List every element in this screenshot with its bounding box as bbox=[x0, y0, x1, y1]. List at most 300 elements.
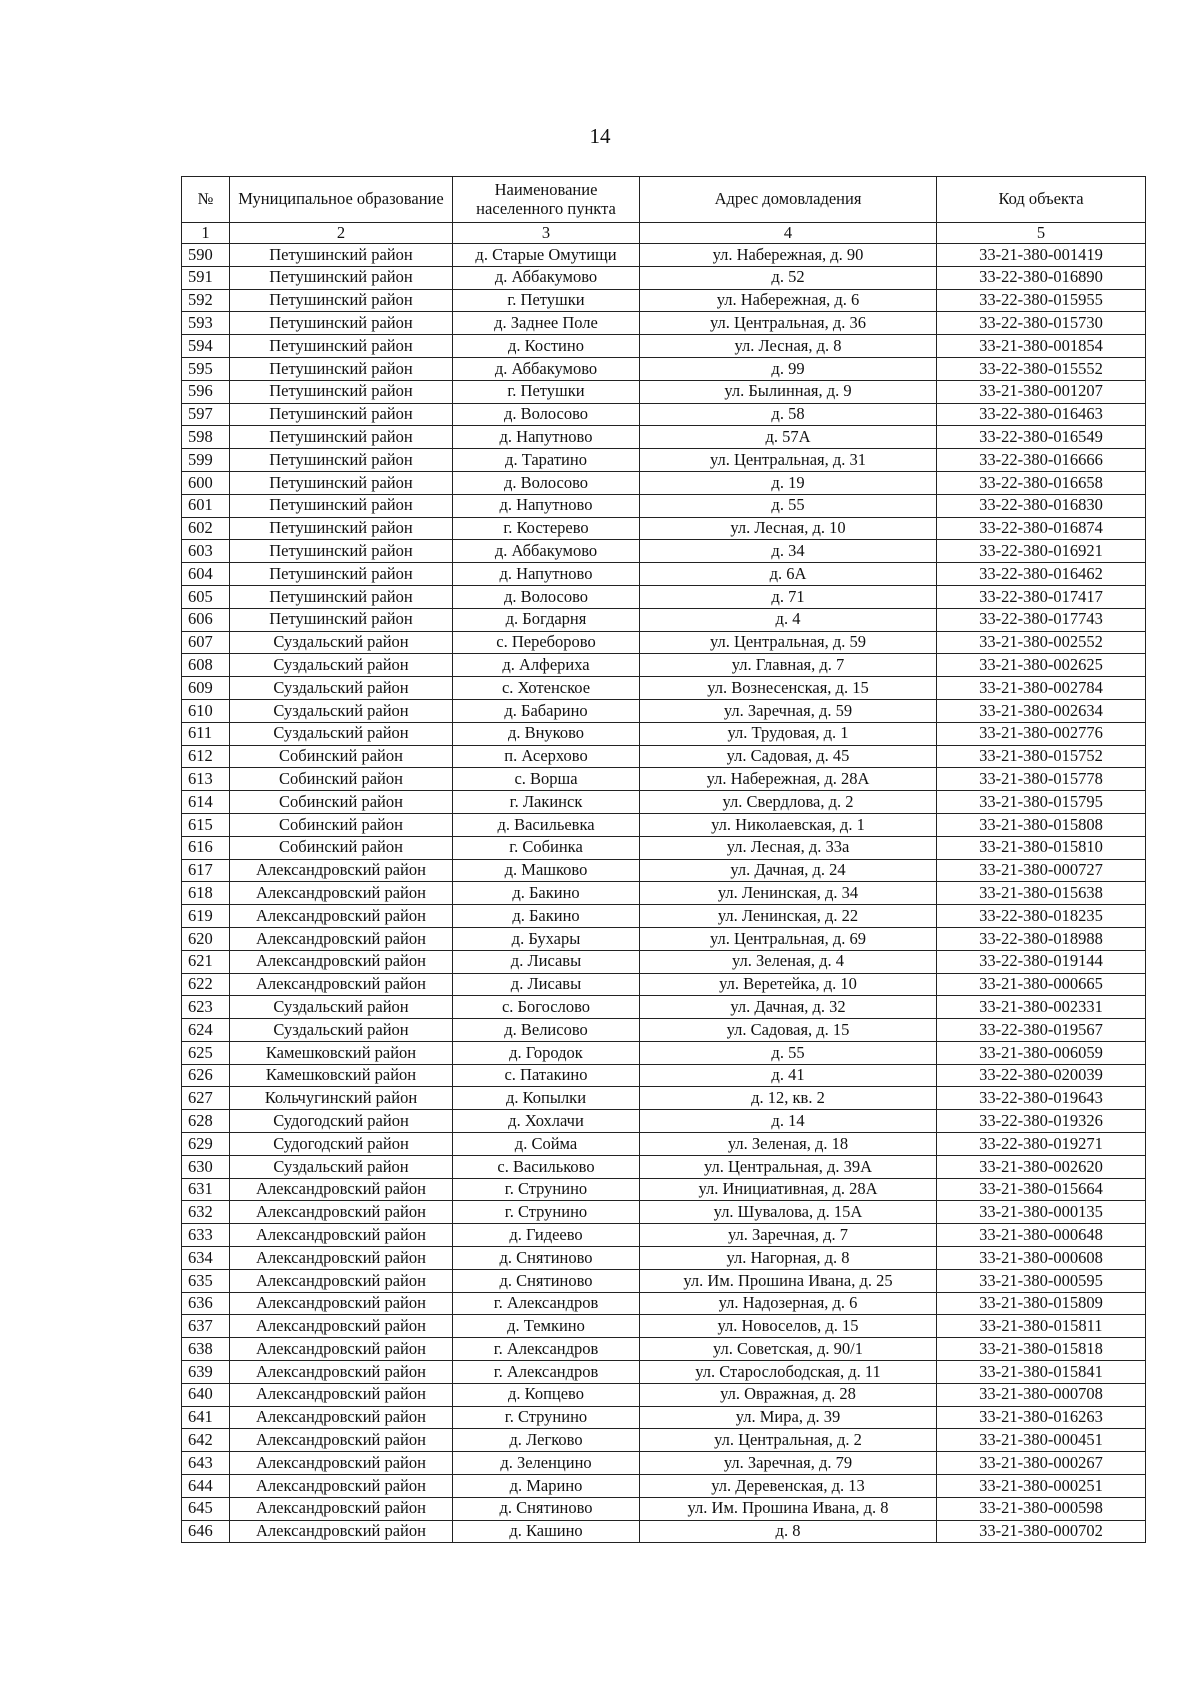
municipality-cell: Петушинский район bbox=[230, 449, 453, 472]
address-cell: ул. Лесная, д. 8 bbox=[640, 335, 937, 358]
table-row bbox=[182, 1429, 1146, 1452]
address-cell: ул. Центральная, д. 59 bbox=[640, 631, 937, 654]
row-number: 631 bbox=[182, 1178, 230, 1201]
settlement-cell: д. Заднее Поле bbox=[453, 312, 640, 335]
table-row bbox=[182, 882, 1146, 905]
table-row bbox=[182, 631, 1146, 654]
row-number: 643 bbox=[182, 1452, 230, 1475]
municipality-cell: Суздальский район bbox=[230, 1155, 453, 1178]
object-code-cell: 33-22-380-016462 bbox=[937, 563, 1146, 586]
object-code-cell: 33-22-380-016921 bbox=[937, 540, 1146, 563]
table-row bbox=[182, 722, 1146, 745]
object-code-cell: 33-22-380-018235 bbox=[937, 905, 1146, 928]
municipality-cell: Петушинский район bbox=[230, 471, 453, 494]
settlement-cell: д. Снятиново bbox=[453, 1269, 640, 1292]
column-number-3: 3 bbox=[453, 223, 640, 244]
address-cell: д. 34 bbox=[640, 540, 937, 563]
table-row bbox=[182, 494, 1146, 517]
row-number: 597 bbox=[182, 403, 230, 426]
address-cell: ул. Им. Прошина Ивана, д. 25 bbox=[640, 1269, 937, 1292]
row-number: 646 bbox=[182, 1520, 230, 1543]
row-number: 610 bbox=[182, 699, 230, 722]
object-code-cell: 33-21-380-000648 bbox=[937, 1224, 1146, 1247]
municipality-cell: Петушинский район bbox=[230, 289, 453, 312]
object-code-cell: 33-21-380-002625 bbox=[937, 654, 1146, 677]
row-number: 605 bbox=[182, 585, 230, 608]
address-cell: ул. Набережная, д. 90 bbox=[640, 244, 937, 267]
address-cell: ул. Мира, д. 39 bbox=[640, 1406, 937, 1429]
settlement-cell: д. Лисавы bbox=[453, 973, 640, 996]
object-code-cell: 33-22-380-019567 bbox=[937, 1019, 1146, 1042]
address-cell: д. 57А bbox=[640, 426, 937, 449]
municipality-cell: Александровский район bbox=[230, 1269, 453, 1292]
table-row bbox=[182, 1338, 1146, 1361]
municipality-cell: Александровский район bbox=[230, 1247, 453, 1270]
table-row bbox=[182, 768, 1146, 791]
municipality-cell: Петушинский район bbox=[230, 403, 453, 426]
settlement-cell: д. Снятиново bbox=[453, 1497, 640, 1520]
municipality-cell: Петушинский район bbox=[230, 517, 453, 540]
table-row bbox=[182, 335, 1146, 358]
object-code-cell: 33-21-380-001207 bbox=[937, 380, 1146, 403]
table-row bbox=[182, 517, 1146, 540]
settlement-cell: д. Напутново bbox=[453, 563, 640, 586]
settlement-cell: с. Переборово bbox=[453, 631, 640, 654]
municipality-cell: Александровский район bbox=[230, 950, 453, 973]
header-municipality: Муниципальное образование bbox=[230, 177, 453, 223]
table-row bbox=[182, 1292, 1146, 1315]
object-code-cell: 33-22-380-016874 bbox=[937, 517, 1146, 540]
address-cell: д. 12, кв. 2 bbox=[640, 1087, 937, 1110]
table-row bbox=[182, 403, 1146, 426]
settlement-cell: д. Волосово bbox=[453, 471, 640, 494]
object-code-cell: 33-22-380-019643 bbox=[937, 1087, 1146, 1110]
address-cell: ул. Советская, д. 90/1 bbox=[640, 1338, 937, 1361]
address-cell: ул. Зеленая, д. 4 bbox=[640, 950, 937, 973]
object-code-cell: 33-21-380-002784 bbox=[937, 677, 1146, 700]
address-cell: ул. Центральная, д. 36 bbox=[640, 312, 937, 335]
table-row bbox=[182, 540, 1146, 563]
header-row bbox=[182, 177, 1146, 223]
address-cell: ул. Надозерная, д. 6 bbox=[640, 1292, 937, 1315]
settlement-cell: д. Таратино bbox=[453, 449, 640, 472]
settlement-cell: г. Лакинск bbox=[453, 791, 640, 814]
address-cell: ул. Ленинская, д. 22 bbox=[640, 905, 937, 928]
row-number: 635 bbox=[182, 1269, 230, 1292]
table-row bbox=[182, 791, 1146, 814]
address-cell: ул. Центральная, д. 39А bbox=[640, 1155, 937, 1178]
column-number-1: 1 bbox=[182, 223, 230, 244]
address-cell: д. 4 bbox=[640, 608, 937, 631]
municipality-cell: Петушинский район bbox=[230, 540, 453, 563]
table-row bbox=[182, 1475, 1146, 1498]
address-cell: д. 99 bbox=[640, 357, 937, 380]
object-code-cell: 33-21-380-001419 bbox=[937, 244, 1146, 267]
settlement-cell: п. Асерхово bbox=[453, 745, 640, 768]
address-cell: ул. Былинная, д. 9 bbox=[640, 380, 937, 403]
municipality-cell: Александровский район bbox=[230, 1429, 453, 1452]
row-number: 634 bbox=[182, 1247, 230, 1270]
table-row bbox=[182, 471, 1146, 494]
municipality-cell: Петушинский район bbox=[230, 563, 453, 586]
object-code-cell: 33-21-380-015808 bbox=[937, 813, 1146, 836]
settlement-cell: д. Бакино bbox=[453, 882, 640, 905]
municipality-cell: Судогодский район bbox=[230, 1133, 453, 1156]
settlement-cell: д. Городок bbox=[453, 1041, 640, 1064]
object-code-cell: 33-22-380-017417 bbox=[937, 585, 1146, 608]
municipality-cell: Собинский район bbox=[230, 791, 453, 814]
table-row bbox=[182, 1406, 1146, 1429]
table-row bbox=[182, 996, 1146, 1019]
table-row bbox=[182, 244, 1146, 267]
row-number: 615 bbox=[182, 813, 230, 836]
table-row bbox=[182, 905, 1146, 928]
object-code-cell: 33-21-380-000135 bbox=[937, 1201, 1146, 1224]
object-code-cell: 33-21-380-000708 bbox=[937, 1383, 1146, 1406]
settlement-cell: д. Костино bbox=[453, 335, 640, 358]
settlement-cell: г. Александров bbox=[453, 1338, 640, 1361]
table-row bbox=[182, 859, 1146, 882]
address-cell: ул. Трудовая, д. 1 bbox=[640, 722, 937, 745]
object-code-cell: 33-21-380-002552 bbox=[937, 631, 1146, 654]
address-cell: ул. Центральная, д. 2 bbox=[640, 1429, 937, 1452]
row-number: 637 bbox=[182, 1315, 230, 1338]
row-number: 611 bbox=[182, 722, 230, 745]
address-cell: д. 71 bbox=[640, 585, 937, 608]
table-row bbox=[182, 1247, 1146, 1270]
settlement-cell: д. Старые Омутищи bbox=[453, 244, 640, 267]
municipality-cell: Петушинский район bbox=[230, 585, 453, 608]
settlement-cell: д. Напутново bbox=[453, 426, 640, 449]
row-number: 633 bbox=[182, 1224, 230, 1247]
address-cell: д. 6А bbox=[640, 563, 937, 586]
object-code-cell: 33-21-380-015752 bbox=[937, 745, 1146, 768]
address-cell: ул. Заречная, д. 7 bbox=[640, 1224, 937, 1247]
row-number: 628 bbox=[182, 1110, 230, 1133]
table-row bbox=[182, 677, 1146, 700]
object-code-cell: 33-21-380-015810 bbox=[937, 836, 1146, 859]
settlement-cell: д. Бакино bbox=[453, 905, 640, 928]
settlement-cell: г. Александров bbox=[453, 1361, 640, 1384]
table-row bbox=[182, 1155, 1146, 1178]
header-settlement: Наименование населенного пункта bbox=[453, 177, 640, 223]
header-number: № bbox=[182, 177, 230, 223]
object-code-cell: 33-22-380-015955 bbox=[937, 289, 1146, 312]
header-column-numbers-row bbox=[182, 223, 1146, 244]
settlement-cell: д. Напутново bbox=[453, 494, 640, 517]
settlement-cell: д. Снятиново bbox=[453, 1247, 640, 1270]
municipality-cell: Александровский район bbox=[230, 1315, 453, 1338]
object-code-cell: 33-22-380-018988 bbox=[937, 927, 1146, 950]
row-number: 601 bbox=[182, 494, 230, 517]
table-row bbox=[182, 1361, 1146, 1384]
row-number: 642 bbox=[182, 1429, 230, 1452]
settlement-cell: д. Волосово bbox=[453, 403, 640, 426]
municipality-cell: Суздальский район bbox=[230, 1019, 453, 1042]
object-code-cell: 33-22-380-016463 bbox=[937, 403, 1146, 426]
header-object-code: Код объекта bbox=[937, 177, 1146, 223]
table-row bbox=[182, 608, 1146, 631]
table-row bbox=[182, 563, 1146, 586]
row-number: 644 bbox=[182, 1475, 230, 1498]
address-cell: ул. Заречная, д. 59 bbox=[640, 699, 937, 722]
municipality-cell: Суздальский район bbox=[230, 677, 453, 700]
address-cell: ул. Деревенская, д. 13 bbox=[640, 1475, 937, 1498]
municipality-cell: Александровский район bbox=[230, 882, 453, 905]
table-body bbox=[182, 244, 1146, 1543]
row-number: 609 bbox=[182, 677, 230, 700]
municipality-cell: Суздальский район bbox=[230, 699, 453, 722]
settlement-cell: д. Хохлачи bbox=[453, 1110, 640, 1133]
settlement-cell: д. Внуково bbox=[453, 722, 640, 745]
table-row bbox=[182, 312, 1146, 335]
address-cell: д. 19 bbox=[640, 471, 937, 494]
row-number: 595 bbox=[182, 357, 230, 380]
row-number: 622 bbox=[182, 973, 230, 996]
settlement-cell: д. Зеленцино bbox=[453, 1452, 640, 1475]
table-row bbox=[182, 813, 1146, 836]
municipality-cell: Александровский район bbox=[230, 1201, 453, 1224]
object-code-cell: 33-21-380-002331 bbox=[937, 996, 1146, 1019]
table-row bbox=[182, 1269, 1146, 1292]
municipality-cell: Александровский район bbox=[230, 973, 453, 996]
row-number: 624 bbox=[182, 1019, 230, 1042]
address-cell: ул. Инициативная, д. 28А bbox=[640, 1178, 937, 1201]
row-number: 638 bbox=[182, 1338, 230, 1361]
table-row bbox=[182, 1019, 1146, 1042]
table-row bbox=[182, 654, 1146, 677]
settlement-cell: д. Аббакумово bbox=[453, 266, 640, 289]
settlement-cell: д. Легково bbox=[453, 1429, 640, 1452]
address-cell: ул. Николаевская, д. 1 bbox=[640, 813, 937, 836]
object-code-cell: 33-21-380-000451 bbox=[937, 1429, 1146, 1452]
settlement-cell: д. Бухары bbox=[453, 927, 640, 950]
address-cell: ул. Набережная, д. 6 bbox=[640, 289, 937, 312]
object-code-cell: 33-21-380-000267 bbox=[937, 1452, 1146, 1475]
settlement-cell: г. Костерево bbox=[453, 517, 640, 540]
table-row bbox=[182, 357, 1146, 380]
table-row bbox=[182, 585, 1146, 608]
table-row bbox=[182, 1452, 1146, 1475]
object-code-cell: 33-21-380-001854 bbox=[937, 335, 1146, 358]
object-code-cell: 33-22-380-016549 bbox=[937, 426, 1146, 449]
row-number: 613 bbox=[182, 768, 230, 791]
settlement-cell: д. Темкино bbox=[453, 1315, 640, 1338]
settlement-cell: с. Патакино bbox=[453, 1064, 640, 1087]
settlement-cell: г. Струнино bbox=[453, 1406, 640, 1429]
table-row bbox=[182, 289, 1146, 312]
row-number: 639 bbox=[182, 1361, 230, 1384]
municipality-cell: Петушинский район bbox=[230, 608, 453, 631]
object-code-cell: 33-21-380-002620 bbox=[937, 1155, 1146, 1178]
property-registry-table bbox=[181, 176, 1146, 1543]
object-code-cell: 33-21-380-015818 bbox=[937, 1338, 1146, 1361]
object-code-cell: 33-21-380-015795 bbox=[937, 791, 1146, 814]
object-code-cell: 33-21-380-000595 bbox=[937, 1269, 1146, 1292]
address-cell: д. 58 bbox=[640, 403, 937, 426]
column-number-2: 2 bbox=[230, 223, 453, 244]
settlement-cell: г. Собинка bbox=[453, 836, 640, 859]
row-number: 630 bbox=[182, 1155, 230, 1178]
row-number: 593 bbox=[182, 312, 230, 335]
object-code-cell: 33-22-380-019144 bbox=[937, 950, 1146, 973]
object-code-cell: 33-21-380-015664 bbox=[937, 1178, 1146, 1201]
settlement-cell: с. Богослово bbox=[453, 996, 640, 1019]
address-cell: ул. Дачная, д. 32 bbox=[640, 996, 937, 1019]
table-row bbox=[182, 1133, 1146, 1156]
settlement-cell: д. Сойма bbox=[453, 1133, 640, 1156]
municipality-cell: Петушинский район bbox=[230, 335, 453, 358]
object-code-cell: 33-21-380-000727 bbox=[937, 859, 1146, 882]
row-number: 626 bbox=[182, 1064, 230, 1087]
object-code-cell: 33-21-380-006059 bbox=[937, 1041, 1146, 1064]
settlement-cell: д. Аббакумово bbox=[453, 357, 640, 380]
address-cell: д. 55 bbox=[640, 1041, 937, 1064]
row-number: 640 bbox=[182, 1383, 230, 1406]
municipality-cell: Александровский район bbox=[230, 859, 453, 882]
municipality-cell: Александровский район bbox=[230, 1178, 453, 1201]
row-number: 607 bbox=[182, 631, 230, 654]
address-cell: ул. Заречная, д. 79 bbox=[640, 1452, 937, 1475]
address-cell: ул. Зеленая, д. 18 bbox=[640, 1133, 937, 1156]
municipality-cell: Камешковский район bbox=[230, 1041, 453, 1064]
row-number: 621 bbox=[182, 950, 230, 973]
settlement-cell: д. Лисавы bbox=[453, 950, 640, 973]
object-code-cell: 33-21-380-015811 bbox=[937, 1315, 1146, 1338]
municipality-cell: Судогодский район bbox=[230, 1110, 453, 1133]
table-row bbox=[182, 426, 1146, 449]
address-cell: д. 14 bbox=[640, 1110, 937, 1133]
address-cell: ул. Набережная, д. 28А bbox=[640, 768, 937, 791]
municipality-cell: Собинский район bbox=[230, 768, 453, 791]
row-number: 629 bbox=[182, 1133, 230, 1156]
municipality-cell: Собинский район bbox=[230, 813, 453, 836]
settlement-cell: д. Копылки bbox=[453, 1087, 640, 1110]
municipality-cell: Петушинский район bbox=[230, 357, 453, 380]
column-number-4: 4 bbox=[640, 223, 937, 244]
municipality-cell: Александровский район bbox=[230, 1338, 453, 1361]
address-cell: ул. Лесная, д. 10 bbox=[640, 517, 937, 540]
table-row bbox=[182, 1087, 1146, 1110]
row-number: 614 bbox=[182, 791, 230, 814]
settlement-cell: д. Марино bbox=[453, 1475, 640, 1498]
row-number: 612 bbox=[182, 745, 230, 768]
municipality-cell: Петушинский район bbox=[230, 244, 453, 267]
municipality-cell: Петушинский район bbox=[230, 312, 453, 335]
address-cell: ул. Нагорная, д. 8 bbox=[640, 1247, 937, 1270]
municipality-cell: Петушинский район bbox=[230, 266, 453, 289]
municipality-cell: Камешковский район bbox=[230, 1064, 453, 1087]
table-row bbox=[182, 1064, 1146, 1087]
table-row bbox=[182, 1497, 1146, 1520]
municipality-cell: Александровский район bbox=[230, 1406, 453, 1429]
address-cell: ул. Центральная, д. 69 bbox=[640, 927, 937, 950]
municipality-cell: Александровский район bbox=[230, 1520, 453, 1543]
table-row bbox=[182, 1201, 1146, 1224]
table-row bbox=[182, 266, 1146, 289]
settlement-cell: г. Петушки bbox=[453, 289, 640, 312]
table-row bbox=[182, 699, 1146, 722]
table-row bbox=[182, 449, 1146, 472]
row-number: 618 bbox=[182, 882, 230, 905]
table-header bbox=[182, 177, 1146, 244]
row-number: 632 bbox=[182, 1201, 230, 1224]
object-code-cell: 33-21-380-015638 bbox=[937, 882, 1146, 905]
table-row bbox=[182, 1041, 1146, 1064]
municipality-cell: Собинский район bbox=[230, 745, 453, 768]
address-cell: ул. Лесная, д. 33а bbox=[640, 836, 937, 859]
address-cell: ул. Центральная, д. 31 bbox=[640, 449, 937, 472]
address-cell: ул. Старослободская, д. 11 bbox=[640, 1361, 937, 1384]
row-number: 627 bbox=[182, 1087, 230, 1110]
table-row bbox=[182, 1383, 1146, 1406]
row-number: 645 bbox=[182, 1497, 230, 1520]
row-number: 598 bbox=[182, 426, 230, 449]
settlement-cell: г. Александров bbox=[453, 1292, 640, 1315]
table-row bbox=[182, 745, 1146, 768]
settlement-cell: д. Копцево bbox=[453, 1383, 640, 1406]
settlement-cell: г. Струнино bbox=[453, 1178, 640, 1201]
settlement-cell: д. Кашино bbox=[453, 1520, 640, 1543]
municipality-cell: Александровский район bbox=[230, 1475, 453, 1498]
address-cell: ул. Им. Прошина Ивана, д. 8 bbox=[640, 1497, 937, 1520]
row-number: 623 bbox=[182, 996, 230, 1019]
address-cell: д. 52 bbox=[640, 266, 937, 289]
row-number: 600 bbox=[182, 471, 230, 494]
object-code-cell: 33-21-380-002776 bbox=[937, 722, 1146, 745]
object-code-cell: 33-22-380-019271 bbox=[937, 1133, 1146, 1156]
object-code-cell: 33-22-380-016658 bbox=[937, 471, 1146, 494]
address-cell: ул. Свердлова, д. 2 bbox=[640, 791, 937, 814]
settlement-cell: д. Велисово bbox=[453, 1019, 640, 1042]
settlement-cell: д. Алфериха bbox=[453, 654, 640, 677]
settlement-cell: г. Петушки bbox=[453, 380, 640, 403]
table-row bbox=[182, 380, 1146, 403]
table-row bbox=[182, 973, 1146, 996]
table-row bbox=[182, 950, 1146, 973]
municipality-cell: Суздальский район bbox=[230, 722, 453, 745]
address-cell: ул. Овражная, д. 28 bbox=[640, 1383, 937, 1406]
settlement-cell: д. Гидеево bbox=[453, 1224, 640, 1247]
object-code-cell: 33-22-380-020039 bbox=[937, 1064, 1146, 1087]
municipality-cell: Александровский район bbox=[230, 927, 453, 950]
row-number: 625 bbox=[182, 1041, 230, 1064]
municipality-cell: Собинский район bbox=[230, 836, 453, 859]
settlement-cell: г. Струнино bbox=[453, 1201, 640, 1224]
object-code-cell: 33-22-380-016890 bbox=[937, 266, 1146, 289]
row-number: 608 bbox=[182, 654, 230, 677]
municipality-cell: Александровский район bbox=[230, 1452, 453, 1475]
settlement-cell: с. Ворша bbox=[453, 768, 640, 791]
address-cell: д. 41 bbox=[640, 1064, 937, 1087]
municipality-cell: Александровский район bbox=[230, 1383, 453, 1406]
row-number: 591 bbox=[182, 266, 230, 289]
address-cell: ул. Веретейка, д. 10 bbox=[640, 973, 937, 996]
object-code-cell: 33-22-380-016830 bbox=[937, 494, 1146, 517]
object-code-cell: 33-21-380-002634 bbox=[937, 699, 1146, 722]
address-cell: ул. Шувалова, д. 15А bbox=[640, 1201, 937, 1224]
object-code-cell: 33-22-380-015730 bbox=[937, 312, 1146, 335]
object-code-cell: 33-21-380-015841 bbox=[937, 1361, 1146, 1384]
settlement-cell: с. Хотенское bbox=[453, 677, 640, 700]
municipality-cell: Александровский район bbox=[230, 905, 453, 928]
address-cell: ул. Главная, д. 7 bbox=[640, 654, 937, 677]
municipality-cell: Александровский район bbox=[230, 1361, 453, 1384]
row-number: 599 bbox=[182, 449, 230, 472]
object-code-cell: 33-21-380-000608 bbox=[937, 1247, 1146, 1270]
settlement-cell: д. Богдарня bbox=[453, 608, 640, 631]
object-code-cell: 33-22-380-019326 bbox=[937, 1110, 1146, 1133]
